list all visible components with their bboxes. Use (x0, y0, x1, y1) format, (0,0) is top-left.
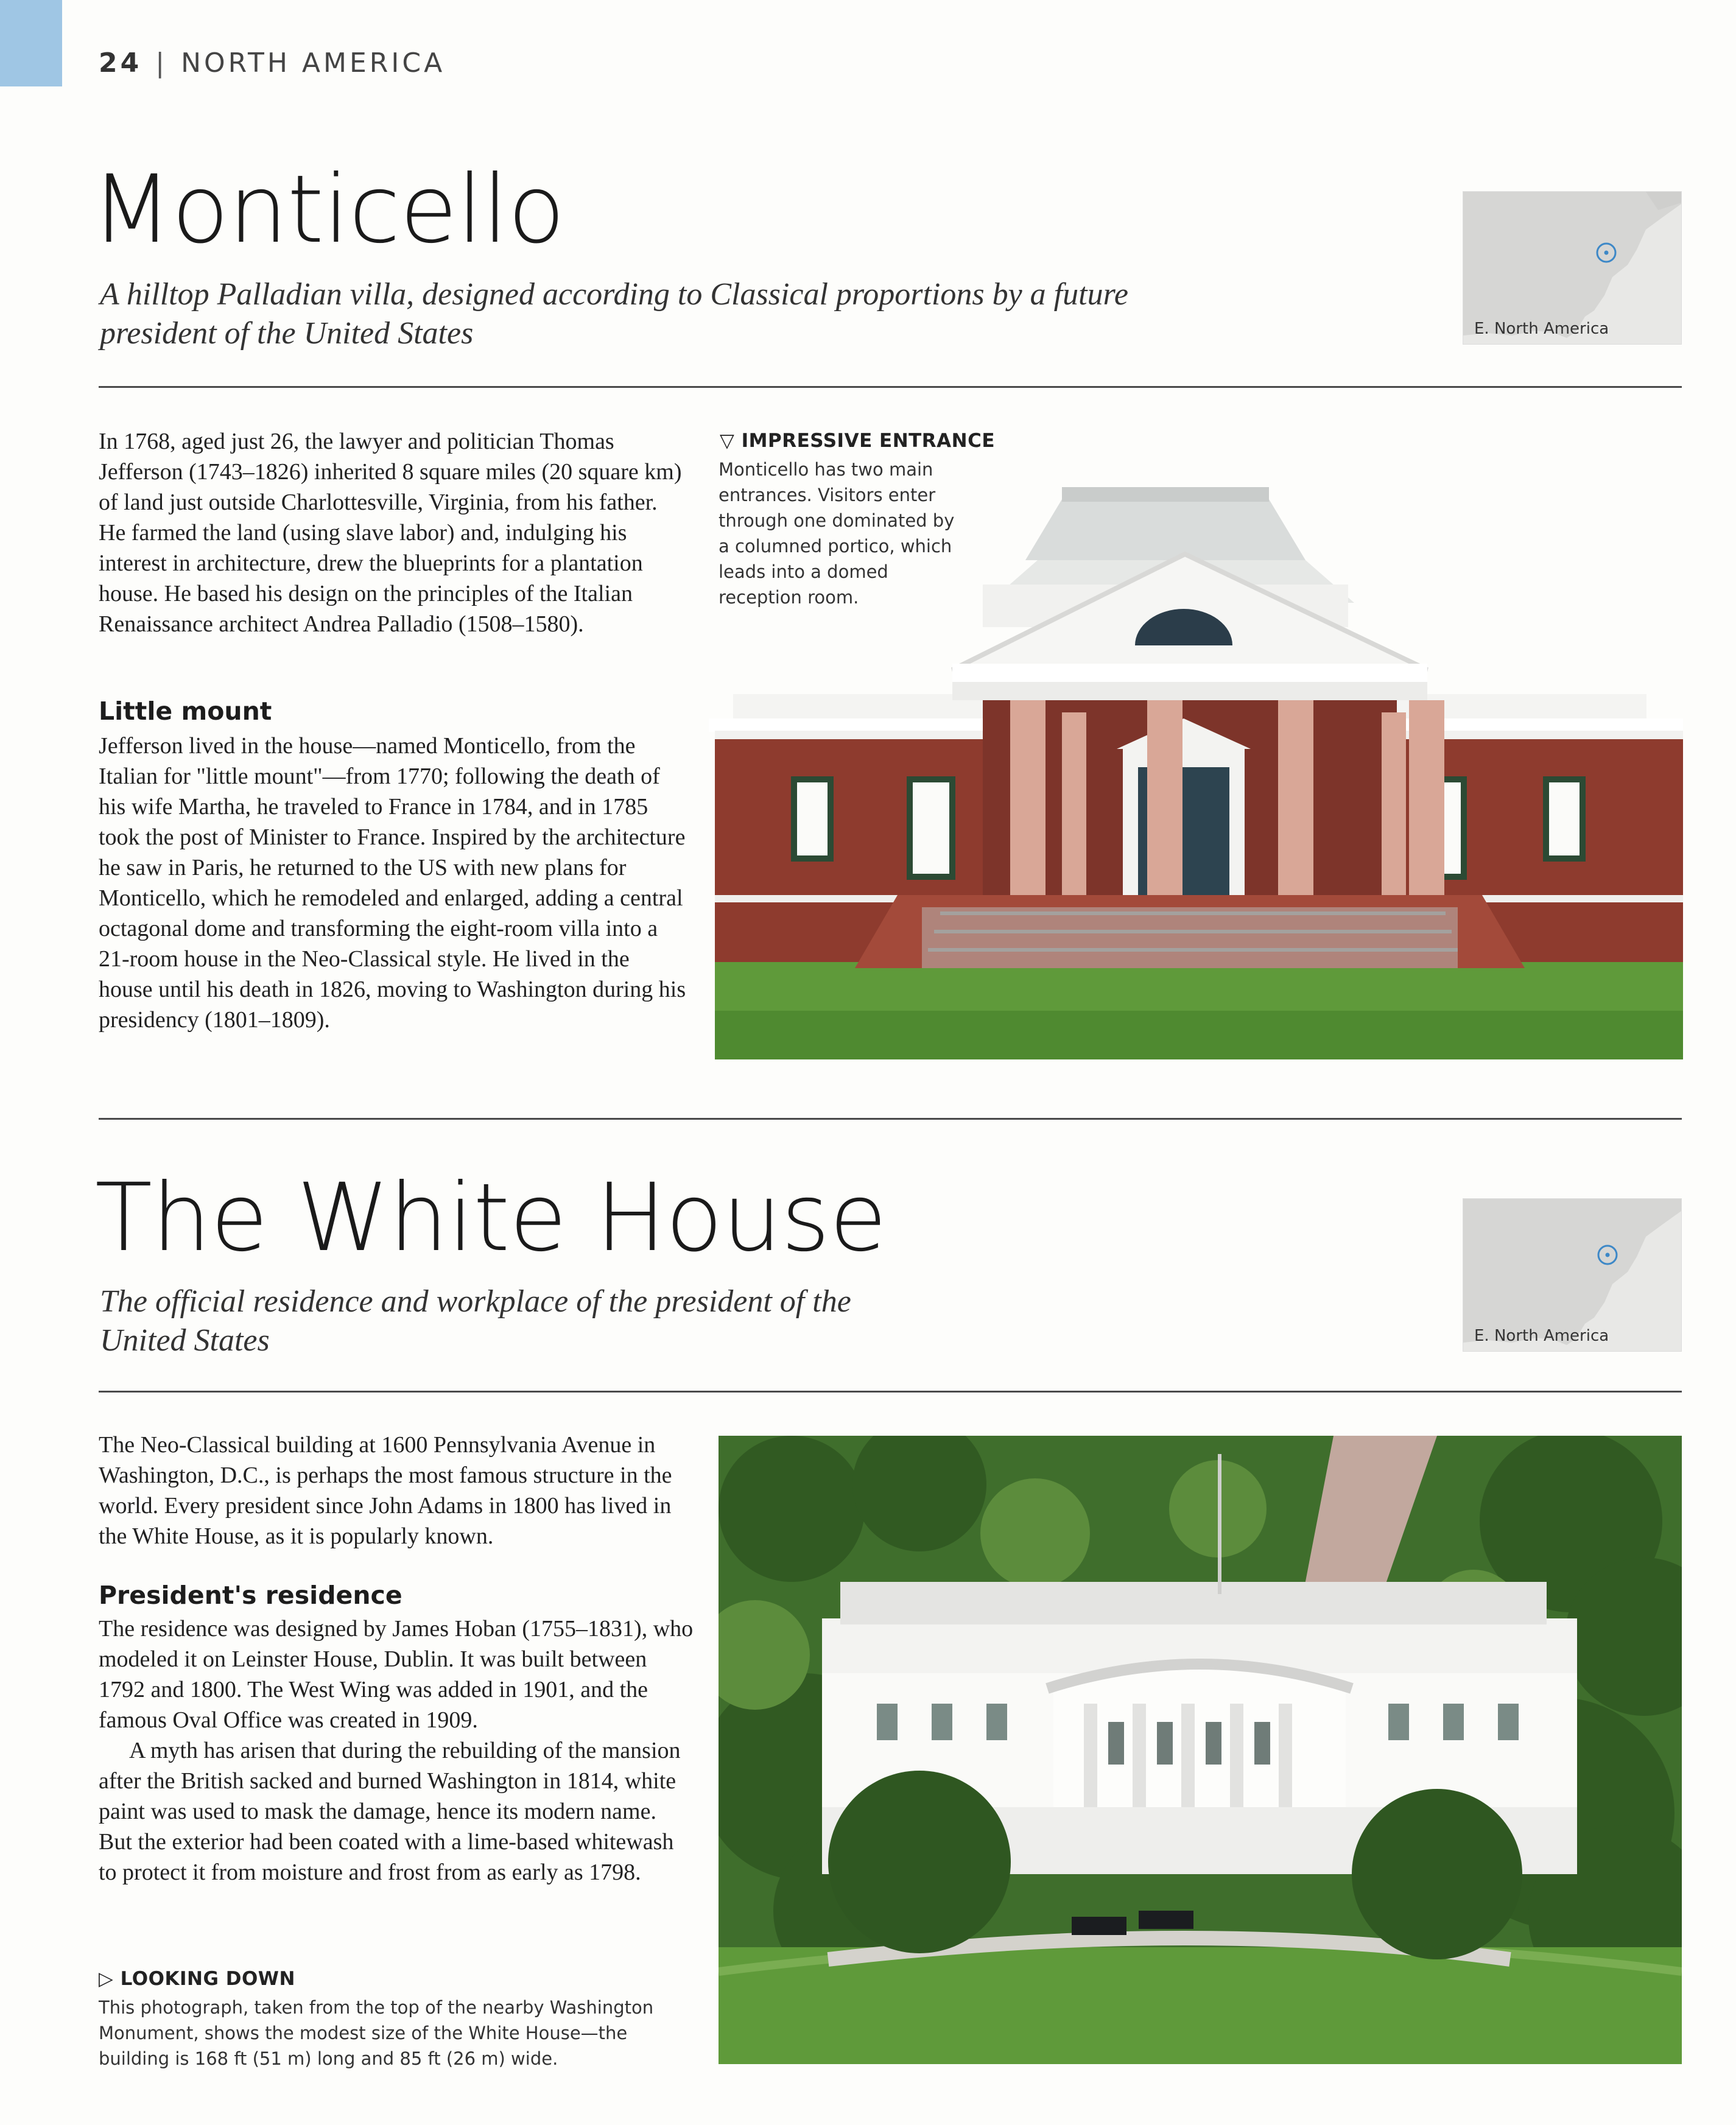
white-house-body-1: The residence was designed by James Hoban (1755–1831), who modeled it on Leinster House, Dublin. It was built between 1792 and 1800. The West Wing was added in 1901, and the famous Oval Office was created in 1909. (99, 1616, 694, 1733)
white-house-locator-map (1463, 1198, 1682, 1352)
map-label: E. North America (1474, 1327, 1609, 1345)
page-number: 24 (99, 47, 142, 79)
monticello-title: Monticello (91, 155, 565, 264)
white-house-title: The White House (95, 1164, 887, 1273)
map-label: E. North America (1474, 320, 1609, 338)
white-house-subheading: President's residence (99, 1581, 402, 1610)
white-house-body-text (99, 1614, 695, 1888)
white-house-subtitle: The official residence and workplace of the president of the United States (100, 1284, 851, 1358)
section-divider (99, 1118, 1682, 1120)
white-house-caption-text: This photograph, taken from the top of the nearby Washington Monument, shows the modest size of the White House—the building is 168 ft (51 m) long and 85 ft (26 m) wide. (99, 1997, 654, 2069)
white-house-body-2: A myth has arisen that during the rebuilding of the mansion after the British sacked and burned Washington in 1814, white paint was used to mask the damage, hence its modern name. But the exterior had been coated with a lime-based whitewash to protect it from moisture and frost from as early as 1798. (99, 1738, 681, 1885)
monticello-intro: In 1768, aged just 26, the lawyer and politician Thomas Jefferson (1743–1826) inherited 8 square miles (20 square km) of land just outside Charlottesville, Virginia, from his father. He farmed the land (using slave labor) and, indulging his interest in architecture, drew the blueprints for a plantation house. He based his design on the principles of the Italian Renaissance architect Andrea Palladio (1508–1580). (99, 429, 682, 637)
section-divider (99, 386, 1682, 388)
monticello-subheading: Little mount (99, 697, 272, 726)
white-house-photo (719, 1436, 1682, 2064)
section-name: NORTH AMERICA (181, 47, 446, 79)
header-separator: | (155, 47, 168, 79)
monticello-caption-text: Monticello has two main entrances. Visitors enter through one dominated by a columned portico, which leads into a domed reception room. (719, 459, 955, 608)
section-divider (99, 1391, 1682, 1393)
monticello-locator-map (1463, 191, 1682, 345)
white-house-intro: The Neo-Classical building at 1600 Pennsylvania Avenue in Washington, D.C., is perhaps the most famous structure in the world. Every president since John Adams in 1800 has lived in the White House, as it is popularly known. (99, 1432, 672, 1549)
monticello-intro-text (99, 426, 683, 639)
running-header (99, 47, 445, 79)
monticello-caption-title: ▽ IMPRESSIVE ENTRANCE (720, 430, 996, 452)
white-house-intro-text (99, 1430, 695, 1551)
white-house-illustration (719, 1436, 1682, 2064)
monticello-body-text (99, 731, 686, 1035)
section-color-tab (0, 0, 62, 86)
white-house-caption-title: ▷ LOOKING DOWN (99, 1968, 295, 1990)
monticello-subtitle: A hilltop Palladian villa, designed according to Classical proportions by a future president of the United States (100, 277, 1128, 351)
monticello-body: Jefferson lived in the house—named Monticello, from the Italian for "little mount"—from 1770; following the death of his wife Martha, he traveled to France in 1784, and in 1785 took the post of Minister to France. Inspired by the architecture he saw in Paris, he returned to the US with new plans for Monticello, which he remodeled and enlarged, adding a central octagonal dome and transforming the eight-room villa into a 21-room house in the Neo-Classical style. He lived in the house until his death in 1826, moving to Washington during his presidency (1801–1809). (99, 733, 686, 1033)
